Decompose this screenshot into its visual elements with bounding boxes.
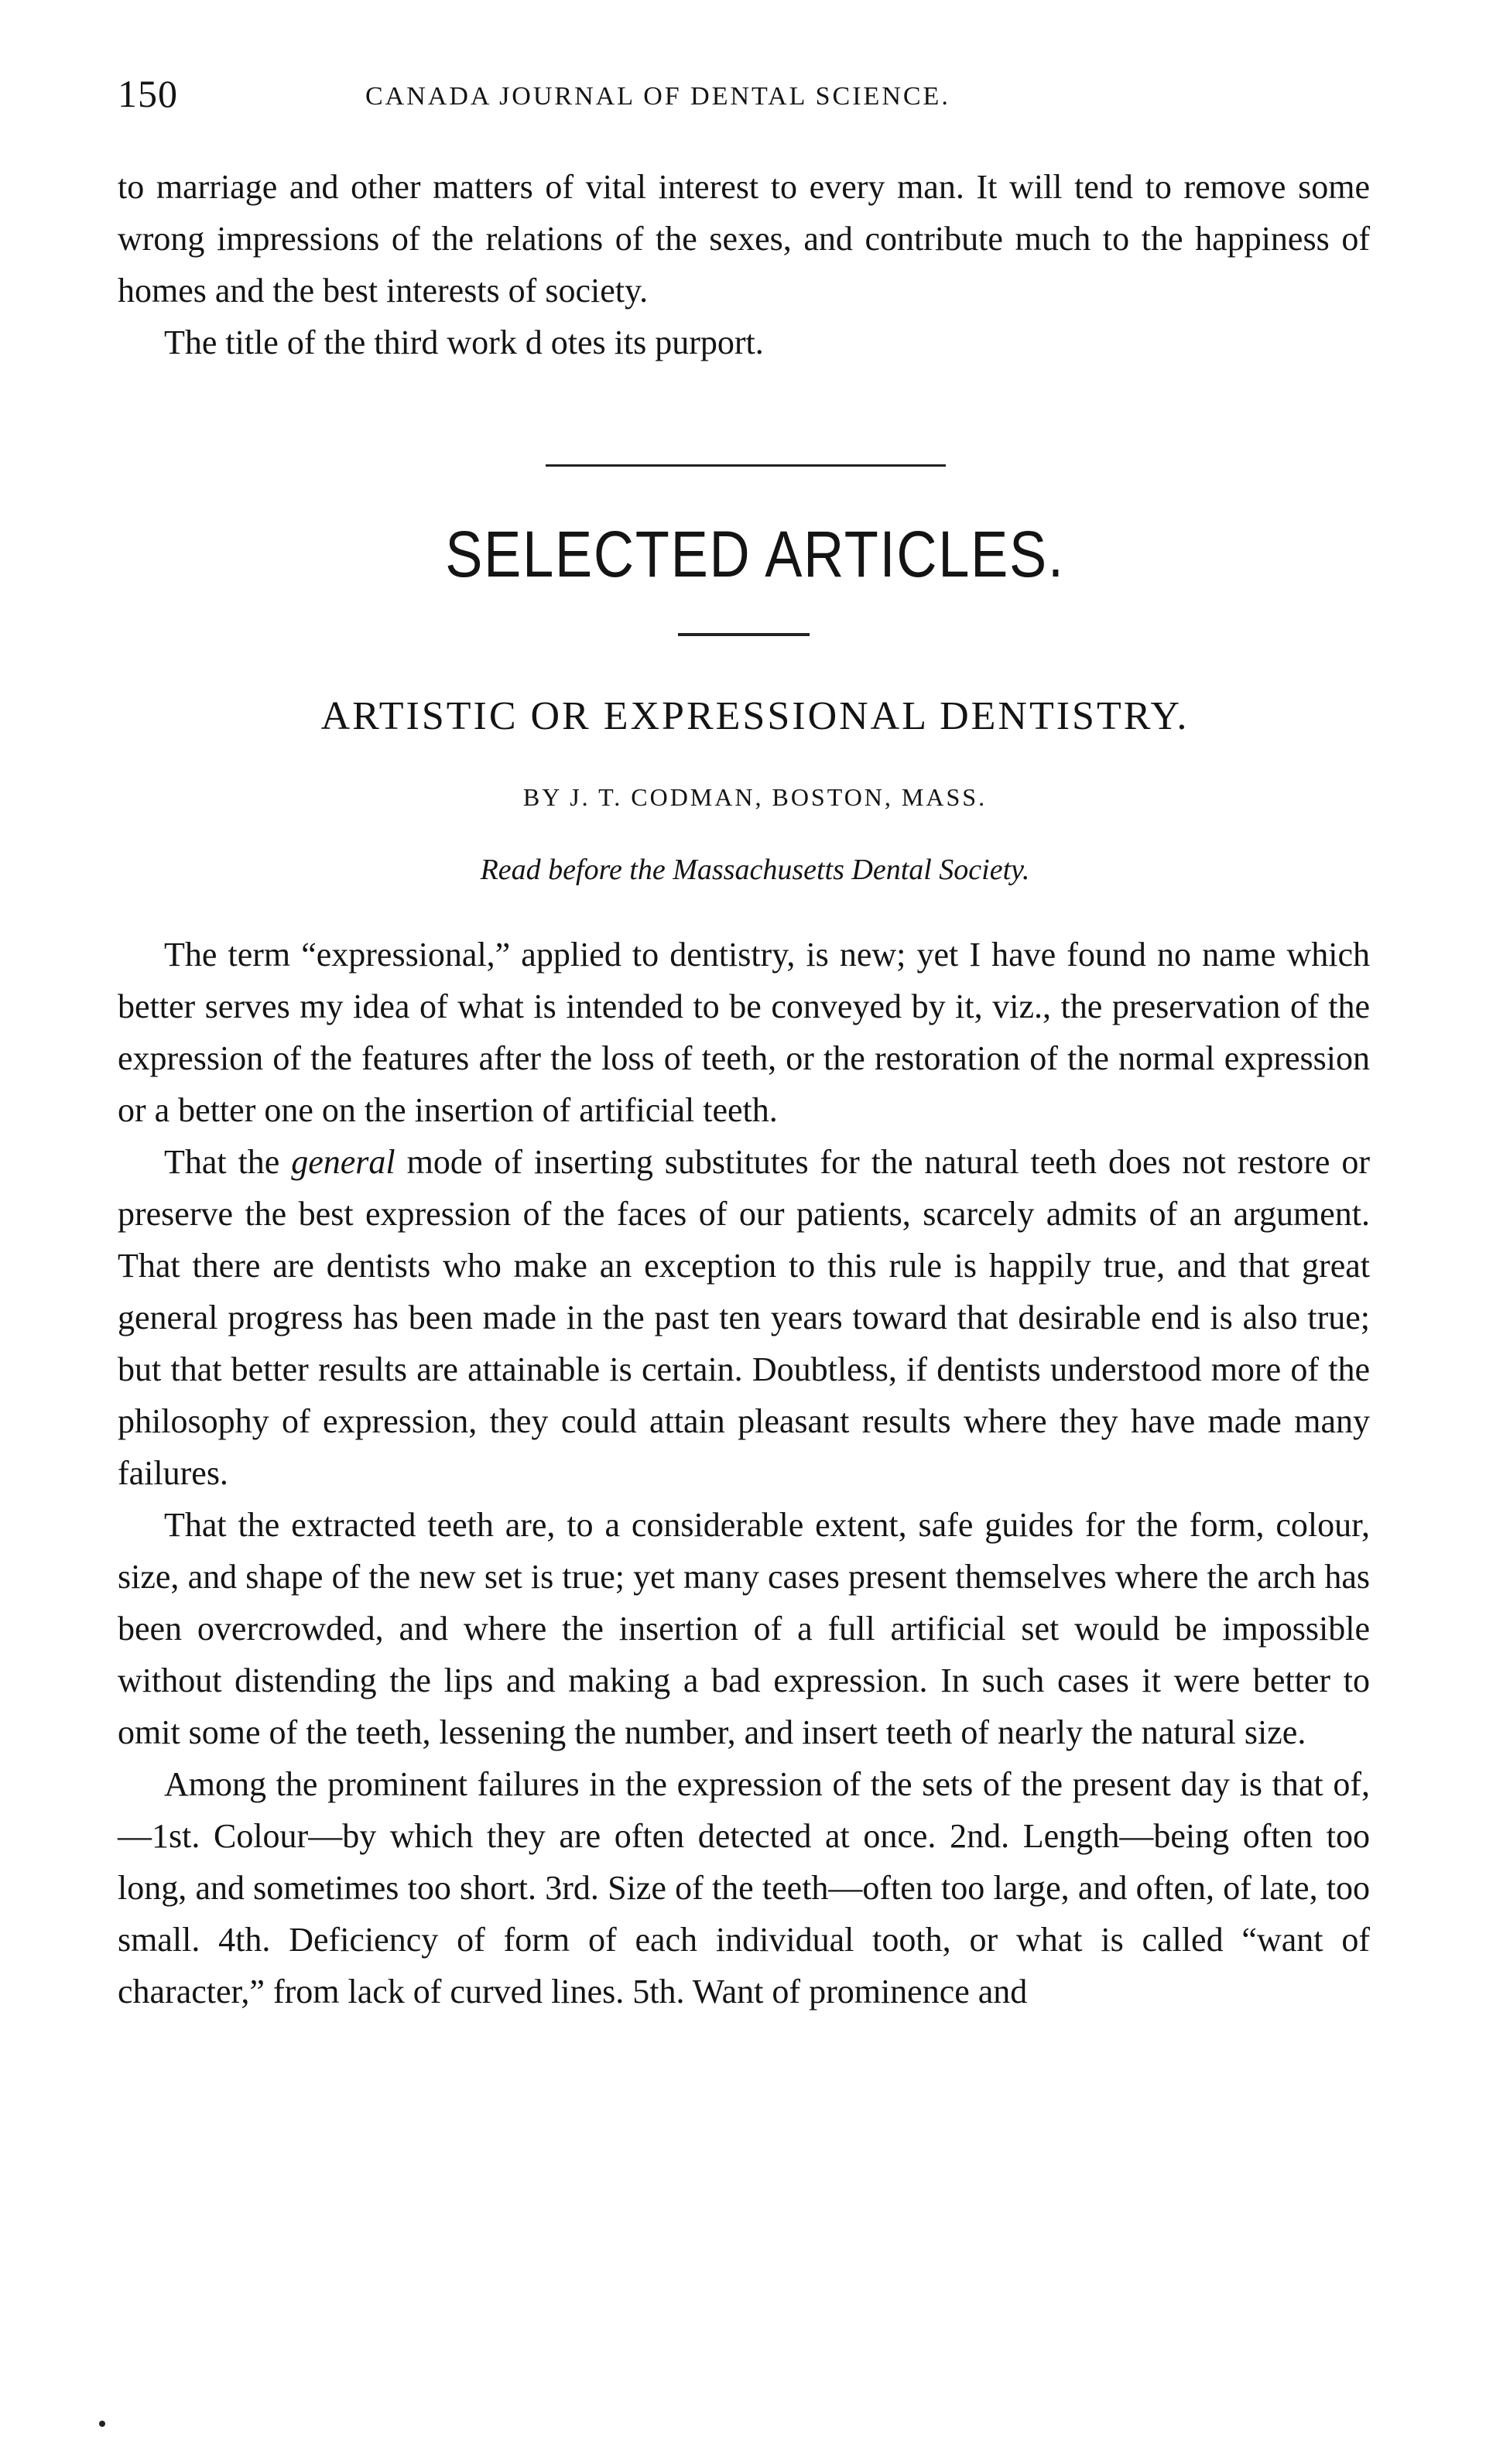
- journal-title: CANADA JOURNAL OF DENTAL SCIENCE.: [365, 82, 950, 111]
- intro-text: [118, 161, 1370, 368]
- article-title: ARTISTIC OR EXPRESSIONAL DENTISTRY.: [320, 694, 1190, 738]
- body-paragraph-1: The term “expressional,” applied to dentistry, is new; yet I have found no name which better serves my idea of what is intended to be conveyed by it, viz., the preservation of the expression of the features after the loss of teeth, or the restoration of the normal expression or a better one on the insertion of artificial teeth.: [118, 936, 1370, 1129]
- heading-underline: [678, 633, 810, 636]
- article-body: [118, 929, 1370, 2017]
- read-before-note: Read before the Massachusetts Dental Society.: [480, 854, 1030, 886]
- ink-speck: [99, 2421, 105, 2427]
- section-divider: [546, 464, 946, 467]
- intro-paragraph: to marriage and other matters of vital interest to every man. It will tend to remove some wrong impressions of the relations of the sexes, and contribute much to the happiness of homes and the best interests of society.: [118, 168, 1370, 310]
- p2-emphasis: general: [291, 1143, 395, 1181]
- section-heading: SELECTED ARTICLES.: [445, 518, 1065, 590]
- p2-lead: That the: [164, 1143, 292, 1181]
- article-byline: BY J. T. CODMAN, BOSTON, MASS.: [522, 783, 988, 811]
- page-number: 150: [118, 72, 178, 115]
- body-paragraph-3: That the extracted teeth are, to a considerable extent, safe guides for the form, colour, size, and shape of the new set is true; yet many cases present themselves where the arch has been overcrowded, and where the insertion of a full artificial set would be impossible without distending the lips and making a bad expression. In such cases it were better to omit some of the teeth, lessening the number, and insert teeth of nearly the natural size.: [118, 1506, 1370, 1751]
- intro-paragraph-title-note: The title of the third work d otes its purport.: [164, 323, 764, 361]
- body-paragraph-4: Among the prominent failures in the expression of the sets of the present day is that of,—1st. Colour—by which they are often detected at once. 2nd. Length—being often too long, and sometimes too short. 3rd. Size of the teeth—often too large, and often, of late, too small. 4th. Deficiency of form of each individual tooth, or what is called “want of character,” from lack of curved lines. 5th. Want of prominence and: [118, 1765, 1370, 2011]
- running-head: [118, 71, 1371, 125]
- body-paragraph-2: [118, 1136, 1370, 1499]
- p2-rest: mode of inserting substitutes for the natural teeth does not restore or preserve the best expression of the faces of our patients, scarcely admits of an argument. That there are dentists who make an exception to this rule is happily true, and that great general progress has been made in the past ten years toward that desirable end is also true; but that better results are attainable is certain. Doubtless, if dentists understood more of the philosophy of expression, they could attain pleasant results where they have made many failures.: [118, 1143, 1370, 1492]
